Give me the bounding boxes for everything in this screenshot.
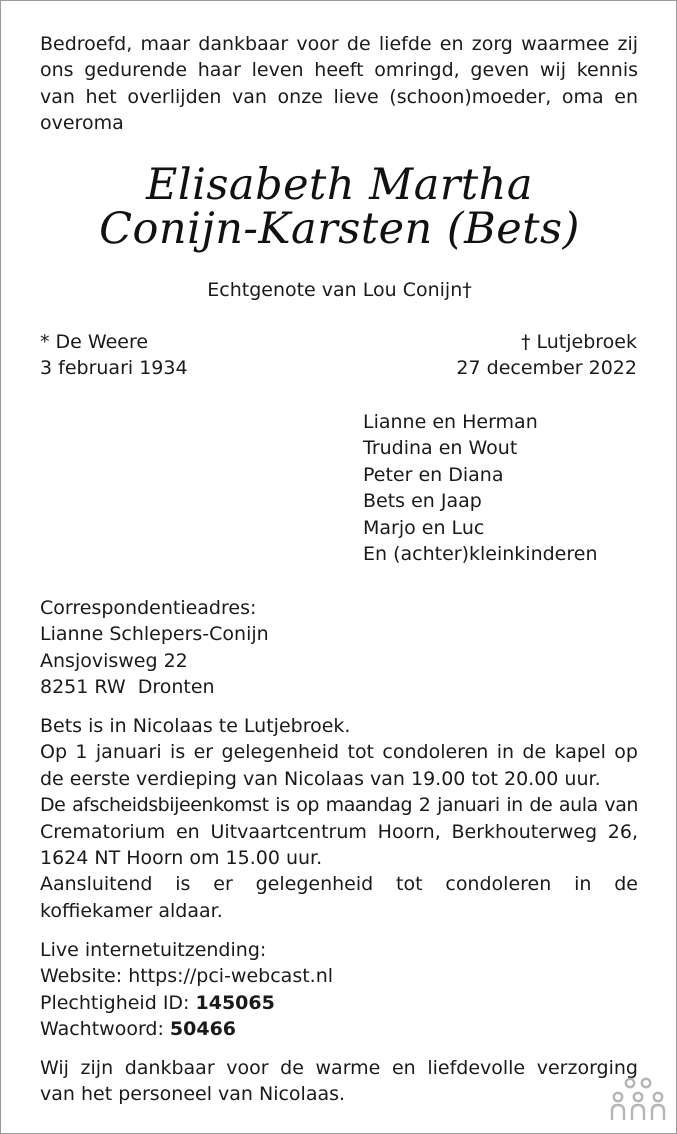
password-row — [40, 1016, 333, 1042]
intro-line: overoma — [40, 112, 124, 135]
ceremony-id-value: 145065 — [195, 991, 275, 1014]
password-label: Wachtwoord: — [40, 1018, 170, 1041]
intro-line: ons gedurende haar leven heeft omringd, geven wij kennis — [40, 59, 638, 82]
intro-line: van het overlijden van onze lieve (schoon)moeder, oma en — [40, 85, 638, 108]
thanks-line: Wij zijn dankbaar voor de warme en liefdevolle verzorging — [40, 1057, 638, 1079]
ceremony-info — [40, 713, 638, 924]
correspondence-name: Lianne Schlepers-Conijn — [40, 623, 269, 646]
family-member: En (achter)kleinkinderen — [363, 543, 598, 566]
family-member: Peter en Diana — [363, 463, 504, 486]
correspondence-address — [40, 595, 269, 701]
family-list — [363, 409, 598, 567]
info-line: de eerste verdieping van Nicolaas van 19.00 tot 20.00 uur. — [40, 767, 601, 790]
correspondence-heading: Correspondentieadres: — [40, 597, 257, 619]
family-member: Lianne en Herman — [363, 411, 538, 433]
website-link[interactable]: https://pci-webcast.nl — [128, 965, 334, 988]
correspondence-street: Ansjovisweg 22 — [40, 649, 188, 672]
password-value: 50466 — [169, 1018, 237, 1041]
birth-place: * De Weere — [40, 331, 149, 353]
family-people-icon — [610, 1075, 666, 1121]
info-line: koffiekamer aldaar. — [40, 899, 223, 922]
info-line: Bets is in Nicolaas te Lutjebroek. — [40, 715, 351, 737]
info-line: 1624 NT Hoorn om 15.00 uur. — [40, 847, 323, 870]
spouse-line: Echtgenote van Lou Conijn† — [207, 279, 472, 301]
info-line: Aansluitend is er gelegenheid tot condoleren in de — [40, 873, 638, 896]
family-member: Trudina en Wout — [363, 437, 518, 460]
ceremony-id-row — [40, 990, 333, 1016]
family-member: Bets en Jaap — [363, 490, 482, 513]
info-line: De afscheidsbijeenkomst is op maandag 2 januari in de aula van — [40, 794, 638, 817]
livestream-info — [40, 937, 333, 1043]
info-line: Op 1 januari is er gelegenheid tot condoleren in de kapel op — [40, 741, 638, 764]
deceased-name-line2: Conijn-Karsten (Bets) — [99, 204, 580, 254]
deceased-name-line1: Elisabeth Martha — [145, 160, 534, 210]
ceremony-id-label: Plechtigheid ID: — [40, 991, 196, 1014]
livestream-heading: Live internetuitzending: — [40, 939, 267, 961]
death-place: † Lutjebroek — [520, 331, 637, 353]
website-row — [40, 963, 333, 989]
death-date: 27 december 2022 — [456, 357, 637, 380]
website-label: Website: — [40, 965, 129, 988]
correspondence-city: 8251 RW Dronten — [40, 676, 215, 699]
family-member: Marjo en Luc — [363, 516, 485, 539]
intro-line: Bedroefd, maar dankbaar voor de liefde en zorg waarmee zij — [40, 33, 638, 55]
intro-paragraph — [40, 31, 638, 137]
info-line: Crematorium en Uitvaartcentrum Hoorn, Berkhouterweg 26, — [40, 820, 638, 843]
birth-date: 3 februari 1934 — [40, 357, 188, 380]
thanks-paragraph — [40, 1055, 638, 1108]
death-info — [456, 329, 637, 382]
birth-info — [40, 329, 188, 382]
thanks-line: van het personeel van Nicolaas. — [40, 1083, 346, 1106]
